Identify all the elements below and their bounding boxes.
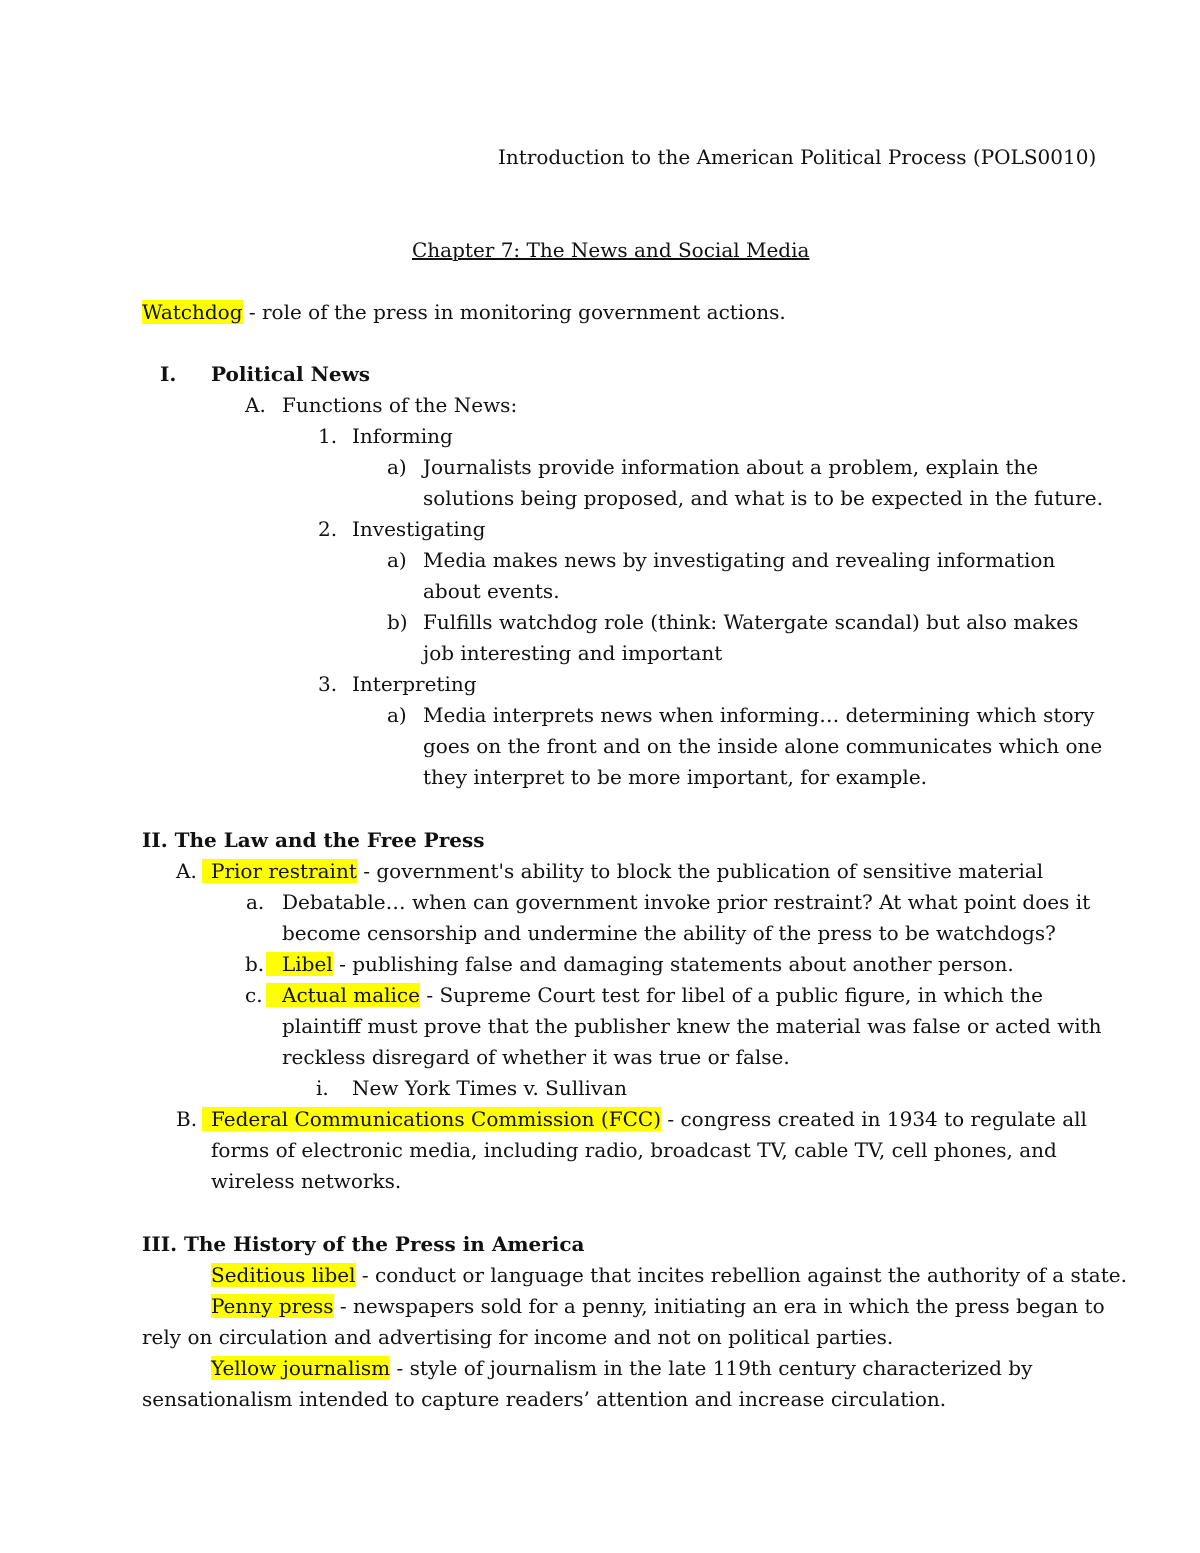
item2-sub-a-marker: a) <box>387 548 407 572</box>
prior-restraint-term: Prior restraint <box>202 859 357 883</box>
item1-sub-a-marker: a) <box>387 455 407 479</box>
section2-B-marker: B. <box>176 1107 198 1131</box>
fcc-term: Federal Communications Commission (FCC) <box>202 1107 661 1131</box>
yellow-journalism-term: Yellow journalism <box>211 1356 391 1380</box>
section2-title: II. The Law and the Free Press <box>142 828 485 852</box>
fcc-line3: wireless networks. <box>211 1169 402 1193</box>
penny-press-term: Penny press <box>211 1294 334 1318</box>
item2-sub-b-line1: Fulfills watchdog role (think: Watergate scandal) but also makes <box>423 610 1079 634</box>
item1-sub-a-line2: solutions being proposed, and what is to be expected in the future. <box>423 486 1103 510</box>
penny-press-text: - newspapers sold for a penny, initiating an era in which the press began to <box>333 1294 1105 1318</box>
libel-term: Libel <box>266 952 333 976</box>
section2-sub-c-line2: plaintiff must prove that the publisher knew the material was false or acted with <box>282 1014 1102 1038</box>
item3-sub-a-line3: they interpret to be more important, for example. <box>423 765 928 789</box>
libel-definition <box>266 950 1014 978</box>
penny-press-line2: rely on circulation and advertising for income and not on political parties. <box>142 1325 894 1349</box>
fcc-definition <box>202 1105 1087 1133</box>
item2-sub-a-line1: Media makes news by investigating and revealing information <box>423 548 1056 572</box>
course-header: Introduction to the American Political Process (POLS0010) <box>498 145 1097 169</box>
section2-sub-a-line1: Debatable… when can government invoke prior restraint? At what point does it <box>282 890 1091 914</box>
section1-a-label: Functions of the News: <box>282 393 518 417</box>
seditious-libel-term: Seditious libel <box>211 1263 356 1287</box>
item1-marker: 1. <box>318 424 338 448</box>
fcc-line2: forms of electronic media, including radio, broadcast TV, cable TV, cell phones, and <box>211 1138 1057 1162</box>
item2-sub-b-marker: b) <box>387 610 408 634</box>
item2-label: Investigating <box>352 517 486 541</box>
item3-sub-a-marker: a) <box>387 703 407 727</box>
actual-malice-text: - Supreme Court test for libel of a public figure, in which the <box>419 983 1043 1007</box>
seditious-libel-text: - conduct or language that incites rebellion against the authority of a state. <box>355 1263 1127 1287</box>
section2-sub-c-marker: c. <box>245 983 263 1007</box>
section2-sub-i-text: New York Times v. Sullivan <box>352 1076 628 1100</box>
section1-marker: I. <box>160 362 177 386</box>
watchdog-definition <box>142 298 786 326</box>
prior-restraint-text: - government's ability to block the publication of sensitive material <box>356 859 1044 883</box>
item1-sub-a-line1: Journalists provide information about a problem, explain the <box>423 455 1039 479</box>
item3-sub-a-line2: goes on the front and on the inside alone communicates which one <box>423 734 1103 758</box>
seditious-libel-definition <box>211 1261 1127 1289</box>
item3-sub-a-line1: Media interprets news when informing… determining which story <box>423 703 1095 727</box>
section2-sub-i-marker: i. <box>316 1076 329 1100</box>
chapter-title: Chapter 7: The News and Social Media <box>412 238 810 262</box>
item2-marker: 2. <box>318 517 338 541</box>
section2-sub-b-marker: b. <box>245 952 265 976</box>
item2-sub-a-line2: about events. <box>423 579 560 603</box>
yellow-journalism-text: - style of journalism in the late 119th century characterized by <box>390 1356 1033 1380</box>
section3-title: III. The History of the Press in America <box>142 1232 585 1256</box>
penny-press-definition <box>211 1292 1105 1320</box>
yellow-journalism-line2: sensationalism intended to capture readers’ attention and increase circulation. <box>142 1387 947 1411</box>
watchdog-term: Watchdog <box>142 300 243 324</box>
yellow-journalism-definition <box>211 1354 1032 1382</box>
section2-sub-c-line3: reckless disregard of whether it was true or false. <box>282 1045 790 1069</box>
prior-restraint-definition <box>202 857 1043 885</box>
watchdog-text: - role of the press in monitoring government actions. <box>242 300 786 324</box>
libel-text: - publishing false and damaging statements about another person. <box>332 952 1014 976</box>
item1-label: Informing <box>352 424 453 448</box>
section2-sub-a-marker: a. <box>246 890 265 914</box>
item3-marker: 3. <box>318 672 338 696</box>
item3-label: Interpreting <box>352 672 477 696</box>
section1-title: Political News <box>211 362 371 386</box>
fcc-text: - congress created in 1934 to regulate all <box>661 1107 1087 1131</box>
actual-malice-term: Actual malice <box>266 983 420 1007</box>
section2-sub-a-line2: become censorship and undermine the ability of the press to be watchdogs? <box>282 921 1056 945</box>
actual-malice-definition <box>266 981 1043 1009</box>
section2-A-marker: A. <box>176 859 197 883</box>
item2-sub-b-line2: job interesting and important <box>423 641 723 665</box>
section1-a-marker: A. <box>245 393 266 417</box>
